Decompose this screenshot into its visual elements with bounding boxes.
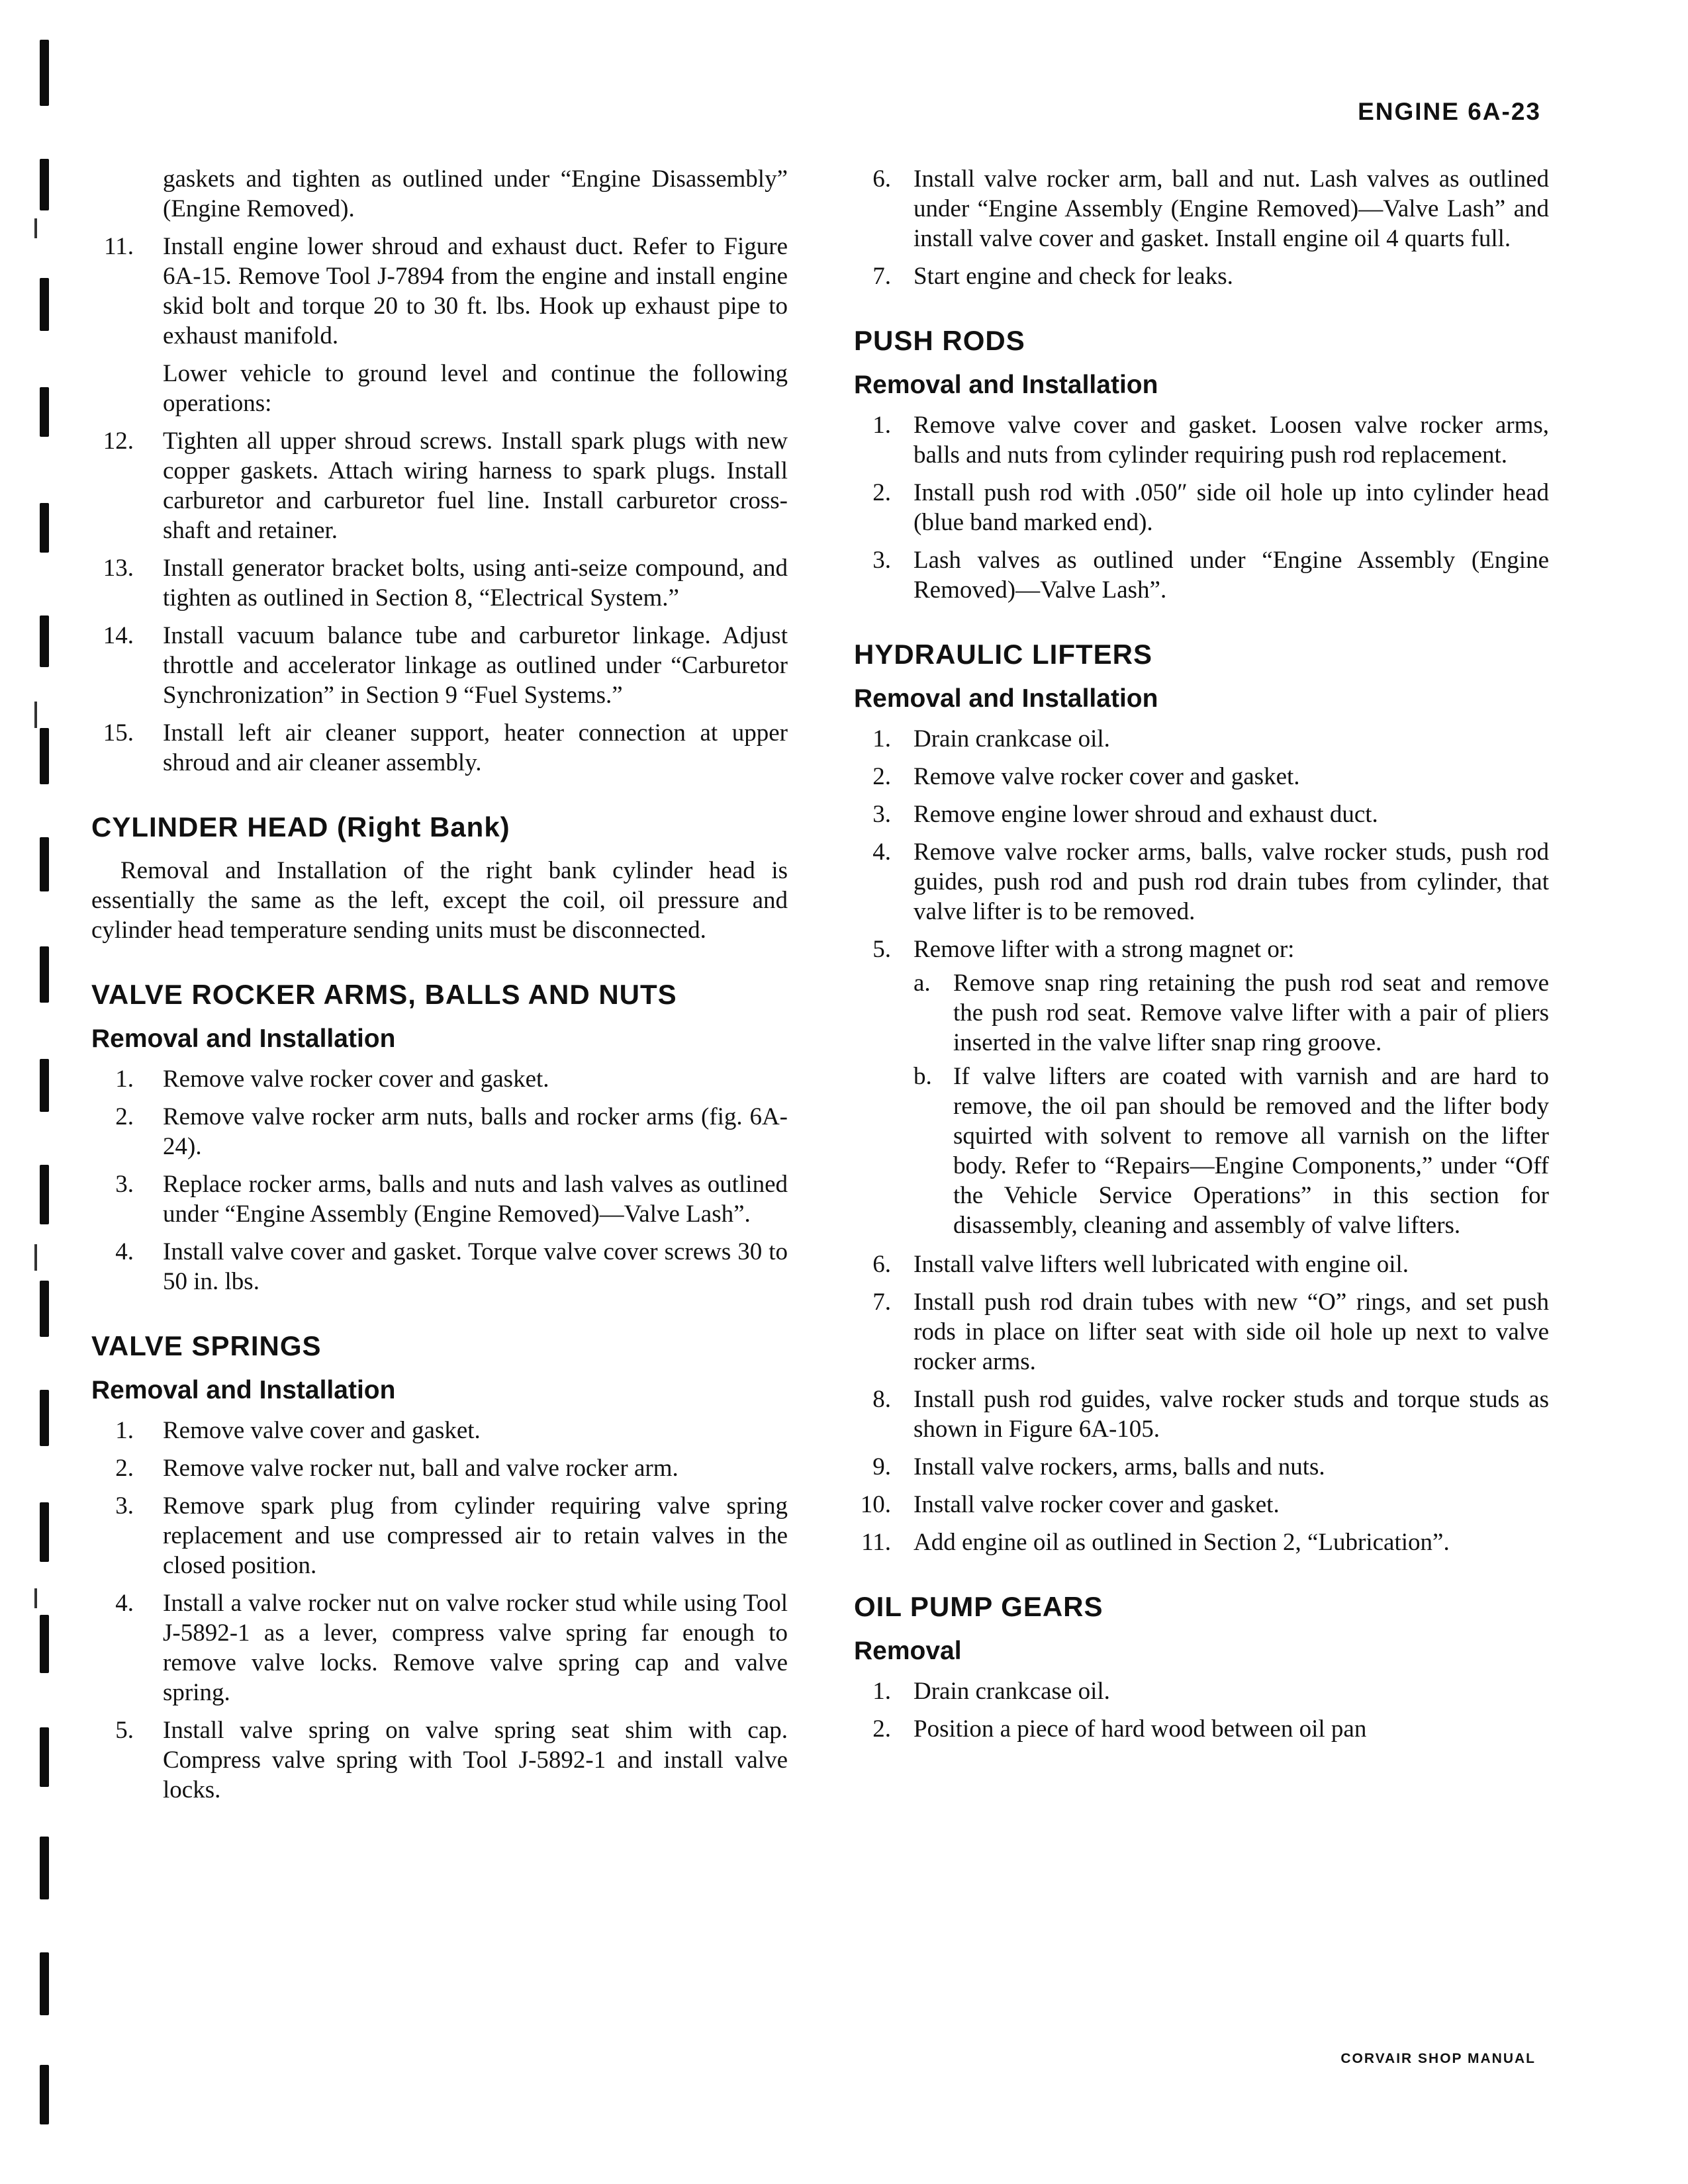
step-item (91, 1102, 788, 1161)
step-text: Remove lifter with a strong magnet or: (914, 936, 1295, 963)
step-number: 14. (103, 622, 134, 649)
step-number: 6. (872, 165, 891, 193)
step-number: 1. (872, 725, 891, 752)
page-footer: CORVAIR SHOP MANUAL (1340, 2051, 1536, 2066)
step-text: Install a valve rocker nut on valve rocker stud while using Tool J-5892-1 as a lever, compress valve spring far enough to remove valve locks. Remove valve spring cap and valve spring. (163, 1590, 788, 1706)
subheading-removal: Removal (854, 1637, 962, 1665)
step-text: Remove valve rocker arm nuts, balls and rocker arms (fig. 6A-24). (163, 1103, 788, 1160)
step-text: Replace rocker arms, balls and nuts and lash valves as outlined under “Engine Assembly (Engine Removed)—Valve Lash”. (163, 1171, 788, 1228)
step-number: 2. (872, 763, 891, 790)
lower-vehicle-paragraph: Lower vehicle to ground level and continue the following operations: (163, 360, 788, 417)
step-number: 1. (115, 1417, 134, 1444)
step-text: Remove valve rocker arms, balls, valve rocker studs, push rod guides, push rod and push rod drain tubes from cylinder, that valve lifter is to be removed. (914, 839, 1549, 925)
step-number: 1. (872, 412, 891, 439)
step-number: 3. (872, 547, 891, 574)
step-item (854, 1385, 1549, 1444)
step-item (854, 545, 1549, 605)
step-text: Install engine lower shroud and exhaust duct. Refer to Figure 6A-15. Remove Tool J-7894 from the engine and install engine skid bolt and torque 20 to 30 ft. lbs. Hook up exhaust pipe to exhaust manifold. (163, 233, 788, 349)
step-text: Install generator bracket bolts, using anti-seize compound, and tighten as outlined in Section 8, “Electrical System.” (163, 555, 788, 612)
step-item (91, 1237, 788, 1297)
step-item (854, 1250, 1549, 1279)
step-number: 4. (115, 1238, 134, 1265)
step-text: Install valve rocker arm, ball and nut. Lash valves as outlined under “Engine Assembly (Engine Removed)—Valve Lash” and install valve cover and gasket. Install engine oil 4 quarts full. (914, 165, 1549, 252)
step-item (854, 478, 1549, 537)
step-number: 12. (103, 428, 134, 455)
cylinder-head-paragraph: Removal and Installation of the right bank cylinder head is essentially the same as the left, except the coil, oil pressure and cylinder head temperature sending units must be disconnected. (91, 857, 788, 944)
step-item (91, 718, 788, 778)
step-item (854, 261, 1549, 291)
step-text: Drain crankcase oil. (914, 1678, 1110, 1705)
step-text: Install valve rocker cover and gasket. (914, 1491, 1280, 1518)
step-text: Remove valve rocker cover and gasket. (914, 763, 1300, 790)
step-text: Lash valves as outlined under “Engine Assembly (Engine Removed)—Valve Lash”. (914, 547, 1549, 604)
step-text: Install valve rockers, arms, balls and nuts. (914, 1453, 1325, 1480)
step-item (91, 1715, 788, 1805)
step-item (854, 934, 1549, 964)
subheading-removal-installation: Removal and Installation (91, 1376, 396, 1404)
sub-step-item (914, 968, 1549, 1058)
section-heading-rocker-arms: VALVE ROCKER ARMS, BALLS AND NUTS (91, 979, 677, 1010)
binding-edge (34, 0, 61, 2184)
step-item (91, 426, 788, 545)
subheading-removal-installation: Removal and Installation (854, 371, 1158, 399)
step-item (854, 1287, 1549, 1377)
step-number: 11. (104, 233, 134, 260)
step-text: Add engine oil as outlined in Section 2, “Lubrication”. (914, 1529, 1450, 1556)
step-number: 10. (860, 1491, 891, 1518)
step-item (91, 1491, 788, 1580)
step-item (854, 1676, 1549, 1706)
step-text: Install valve cover and gasket. Torque valve cover screws 30 to 50 in. lbs. (163, 1238, 788, 1295)
step-item (854, 410, 1549, 470)
step-number: 2. (115, 1455, 134, 1482)
step-text: Start engine and check for leaks. (914, 263, 1233, 290)
step-item (854, 762, 1549, 792)
subheading-removal-installation: Removal and Installation (91, 1024, 396, 1053)
section-heading-push-rods: PUSH RODS (854, 325, 1025, 356)
step-number: 2. (872, 1715, 891, 1743)
step-item (854, 1490, 1549, 1520)
step-item (854, 837, 1549, 927)
step-item (91, 1588, 788, 1707)
step-number: 5. (115, 1717, 134, 1744)
sub-step-text: Remove snap ring retaining the push rod seat and remove the push rod seat. Remove valve lifter with a pair of pliers inserted in the valve lifter snap ring groove. (953, 970, 1549, 1056)
step-item (91, 1169, 788, 1229)
step-item (854, 1527, 1549, 1557)
page-header: ENGINE 6A-23 (1358, 98, 1541, 125)
step-text: Position a piece of hard wood between oil pan (914, 1715, 1367, 1743)
step-number: 5. (872, 936, 891, 963)
step-item (854, 164, 1549, 253)
step-text: Remove valve cover and gasket. Loosen valve rocker arms, balls and nuts from cylinder requiring push rod replacement. (914, 412, 1549, 469)
step-text: Install valve lifters well lubricated with engine oil. (914, 1251, 1409, 1278)
step-item (854, 799, 1549, 829)
step-number: 2. (872, 479, 891, 506)
sub-step-letter: a. (914, 970, 931, 997)
sub-step-item (914, 1062, 1549, 1240)
step-number: 8. (872, 1386, 891, 1413)
step-text: Remove valve cover and gasket. (163, 1417, 481, 1444)
step-number: 11. (861, 1529, 891, 1556)
left-column (91, 164, 788, 1813)
section-heading-cylinder-head: CYLINDER HEAD (Right Bank) (91, 811, 510, 842)
step-text: Drain crankcase oil. (914, 725, 1110, 752)
step-number: 7. (872, 263, 891, 290)
step-text: Tighten all upper shroud screws. Install spark plugs with new copper gaskets. Attach wiring harness to spark plugs. Install carburetor and carburetor fuel line. Install carburetor cross-shaft and retainer. (163, 428, 788, 544)
step-item (91, 1064, 788, 1094)
subheading-removal-installation: Removal and Installation (854, 684, 1158, 713)
step-number: 6. (872, 1251, 891, 1278)
step-item (91, 232, 788, 351)
step-number: 13. (103, 555, 134, 582)
step-text: Install push rod with .050″ side oil hole up into cylinder head (blue band marked end). (914, 479, 1549, 536)
sub-step-letter: b. (914, 1063, 932, 1090)
step-number: 7. (872, 1289, 891, 1316)
right-column (854, 164, 1549, 1752)
step-item (854, 724, 1549, 754)
step-text: Remove valve rocker cover and gasket. (163, 1066, 549, 1093)
step-text: Install push rod drain tubes with new “O” rings, and set push rods in place on lifter seat with side oil hole up next to valve rocker arms. (914, 1289, 1549, 1375)
step-text: Remove engine lower shroud and exhaust duct. (914, 801, 1378, 828)
step-number: 1. (872, 1678, 891, 1705)
section-heading-hydraulic-lifters: HYDRAULIC LIFTERS (854, 639, 1152, 670)
step-item (91, 553, 788, 613)
step-item (854, 1714, 1549, 1744)
step-text: Install left air cleaner support, heater connection at upper shroud and air cleaner assembly. (163, 719, 788, 776)
step-number: 3. (115, 1171, 134, 1198)
step-text: Remove valve rocker nut, ball and valve rocker arm. (163, 1455, 679, 1482)
step-item (91, 1416, 788, 1445)
step-number: 2. (115, 1103, 134, 1130)
step-text: Install vacuum balance tube and carburetor linkage. Adjust throttle and accelerator linkage as outlined under “Carburetor Synchronization” in Section 9 “Fuel Systems.” (163, 622, 788, 709)
step-number: 3. (115, 1492, 134, 1520)
section-heading-oil-pump-gears: OIL PUMP GEARS (854, 1591, 1103, 1622)
sub-step-text: If valve lifters are coated with varnish and are hard to remove, the oil pan should be removed and the lifter body squirted with solvent to remove all varnish on the lifter body. Refer to “Repairs—Engine Components,” under “Off the Vehicle Service Operations” in this section for disassembly, cleaning and assembly of valve lifters. (953, 1063, 1549, 1239)
step-number: 4. (872, 839, 891, 866)
step-number: 15. (103, 719, 134, 747)
step-number: 9. (872, 1453, 891, 1480)
step-item (854, 1452, 1549, 1482)
continued-step-text: gaskets and tighten as outlined under “Engine Disassembly” (Engine Removed). (163, 165, 788, 222)
step-item (91, 1453, 788, 1483)
step-number: 3. (872, 801, 891, 828)
step-number: 4. (115, 1590, 134, 1617)
step-item (91, 621, 788, 710)
step-text: Install push rod guides, valve rocker studs and torque studs as shown in Figure 6A-105. (914, 1386, 1549, 1443)
step-number: 1. (115, 1066, 134, 1093)
step-text: Install valve spring on valve spring seat shim with cap. Compress valve spring with Tool J-5892-1 and install valve locks. (163, 1717, 788, 1803)
step-text: Remove spark plug from cylinder requiring valve spring replacement and use compressed air to retain valves in the closed position. (163, 1492, 788, 1579)
section-heading-valve-springs: VALVE SPRINGS (91, 1330, 322, 1361)
